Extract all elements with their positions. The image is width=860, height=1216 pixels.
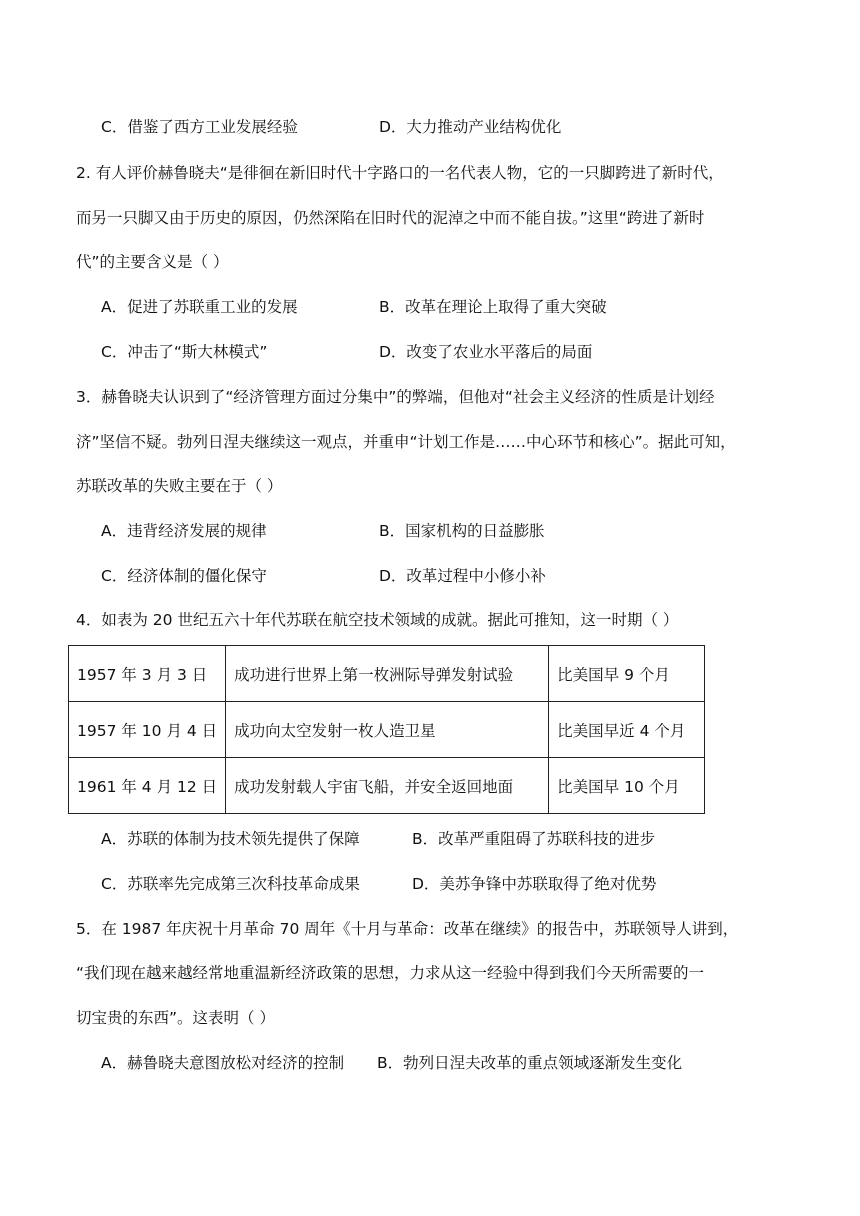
table-cell-date: 1957 年 10 月 4 日 [69,702,226,758]
q3-stem-line-3: 苏联改革的失败主要在于（ ） [76,477,283,495]
q2-option-d: D．改变了农业水平落后的局面 [379,343,593,361]
q5-stem-line-2: “我们现在越来越经常地重温新经济政策的思想，力求从这一经验中得到我们今天所需要的一 [76,964,705,982]
q5-stem-line-3: 切宝贵的东西”。这表明（ ） [76,1009,275,1027]
q4-stem: 4．如表为 20 世纪五六十年代苏联在航空技术领域的成就。据此可推知，这一时期（ ） [76,611,679,629]
q4-option-c: C．苏联率先完成第三次科技革命成果 [101,875,360,893]
q1-option-d: D．大力推动产业结构优化 [379,118,562,136]
q3-stem-line-1: 3．赫鲁晓夫认识到了“经济管理方面过分集中”的弊端，但他对“社会主义经济的性质是计划经 [76,388,715,406]
q3-option-c: C．经济体制的僵化保守 [101,567,267,585]
q5-option-b: B．勃列日涅夫改革的重点领域逐渐发生变化 [377,1054,683,1072]
q2-option-b: B．改革在理论上取得了重大突破 [379,298,607,316]
table-row [69,702,705,758]
table-row [69,758,705,814]
table-cell-event: 成功进行世界上第一枚洲际导弹发射试验 [226,646,549,702]
q2-stem-line-2: 而另一只脚又由于历史的原因，仍然深陷在旧时代的泥淖之中而不能自拔。”这里“跨进了新时 [76,209,705,227]
table-cell-comparison: 比美国早 10 个月 [549,758,705,814]
q4-option-a: A．苏联的体制为技术领先提供了保障 [101,830,360,848]
q5-option-a: A．赫鲁晓夫意图放松对经济的控制 [101,1054,345,1072]
table-cell-event: 成功发射载人宇宙飞船，并安全返回地面 [226,758,549,814]
q5-stem-line-1: 5．在 1987 年庆祝十月革命 70 周年《十月与革命：改革在继续》的报告中，苏联领导人讲到， [76,920,739,938]
achievement-table [68,645,705,814]
q2-option-a: A．促进了苏联重工业的发展 [101,298,298,316]
q1-option-c: C．借鉴了西方工业发展经验 [101,118,298,136]
q2-option-c: C．冲击了“斯大林模式” [101,343,268,361]
q3-option-a: A．违背经济发展的规律 [101,522,267,540]
table-cell-comparison: 比美国早 9 个月 [549,646,705,702]
q4-option-d: D．美苏争锋中苏联取得了绝对优势 [412,875,657,893]
q2-stem-line-1: 2. 有人评价赫鲁晓夫“是徘徊在新旧时代十字路口的一名代表人物，它的一只脚跨进了新时代， [76,164,724,182]
q3-option-d: D．改革过程中小修小补 [379,567,546,585]
q3-option-b: B．国家机构的日益膨胀 [379,522,545,540]
table-cell-event: 成功向太空发射一枚人造卫星 [226,702,549,758]
table-row [69,646,705,702]
q3-stem-line-2: 济”坚信不疑。勃列日涅夫继续这一观点，并重申“计划工作是……中心环节和核心”。据此可知， [76,433,736,451]
q4-option-b: B．改革严重阻碍了苏联科技的进步 [412,830,656,848]
table-cell-date: 1957 年 3 月 3 日 [69,646,226,702]
table-cell-date: 1961 年 4 月 12 日 [69,758,226,814]
q2-stem-line-3: 代”的主要含义是（ ） [76,253,229,271]
table-cell-comparison: 比美国早近 4 个月 [549,702,705,758]
